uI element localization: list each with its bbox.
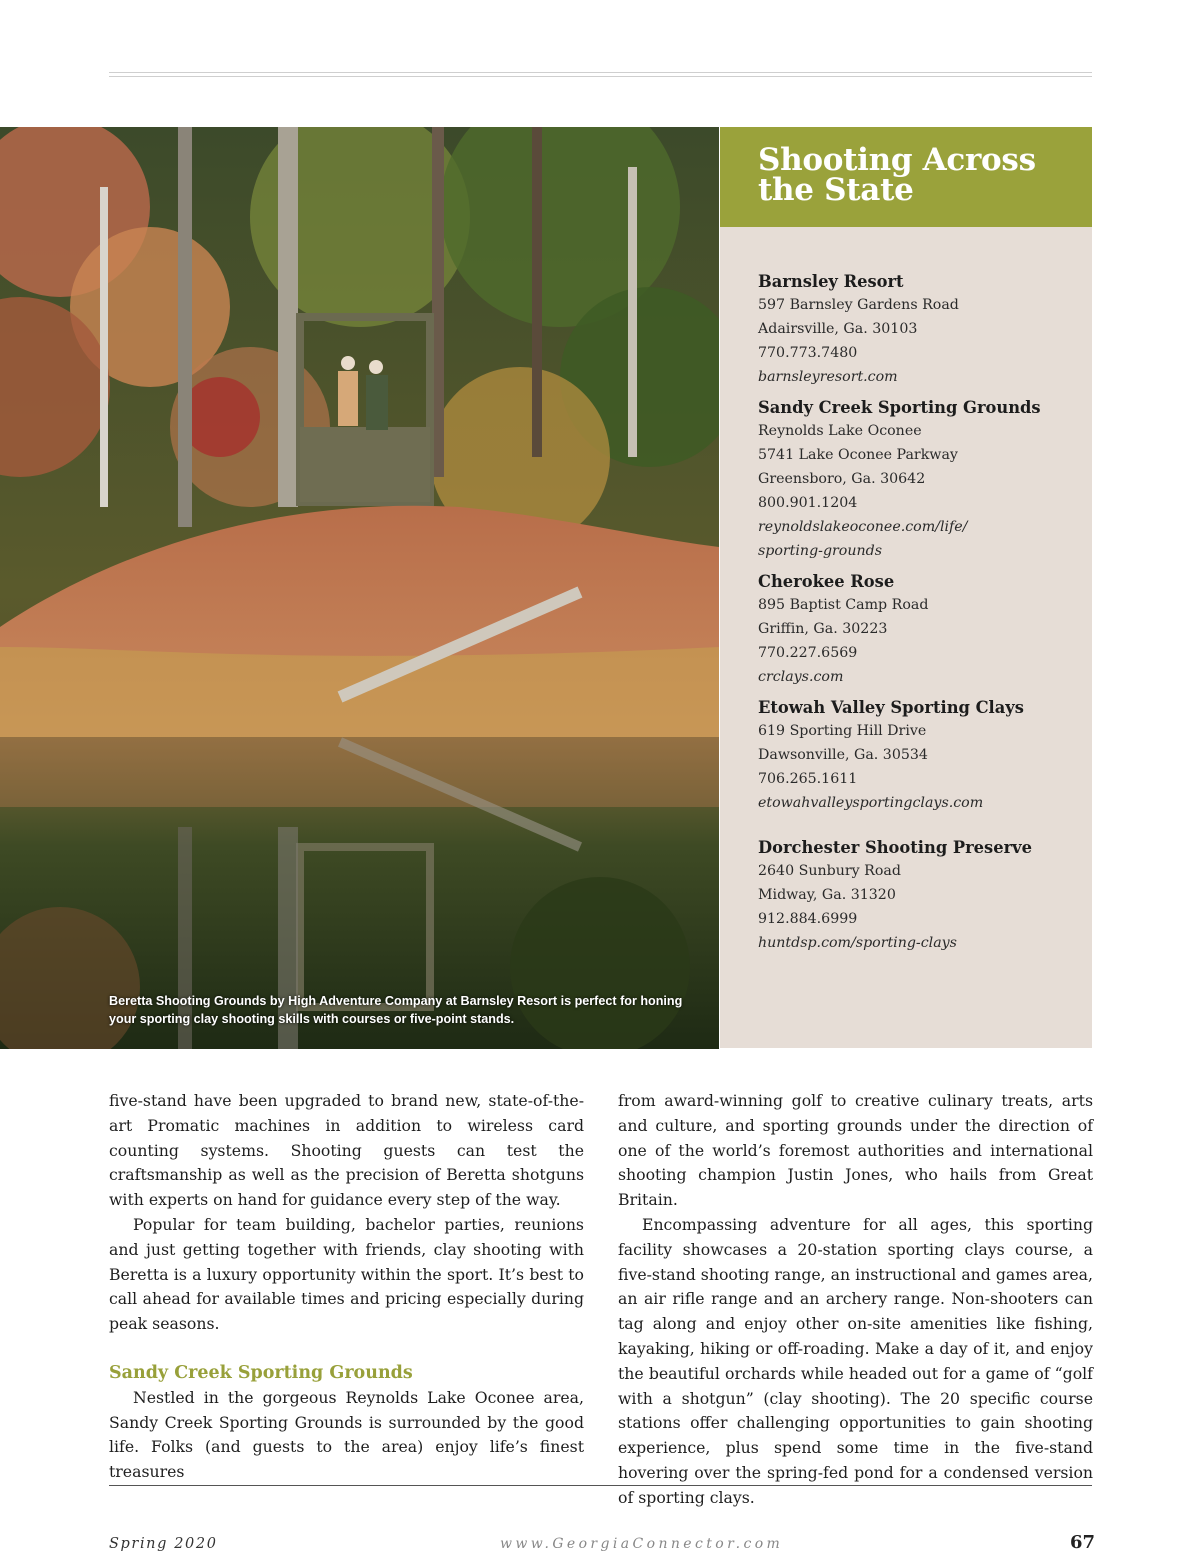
venue-phone: 800.901.1204 xyxy=(758,495,858,511)
venue-city: Midway, Ga. 31320 xyxy=(758,887,896,903)
venue-website-link[interactable]: barnsleyresort.com xyxy=(758,369,898,385)
page-number: 67 xyxy=(1070,1532,1096,1553)
article-column-left xyxy=(109,1089,584,1485)
venue-name: Barnsley Resort xyxy=(758,272,904,291)
venue-name: Dorchester Shooting Preserve xyxy=(758,838,1032,857)
venue-city: Adairsville, Ga. 30103 xyxy=(758,321,918,337)
header-rule xyxy=(109,76,1092,77)
venue-website-link[interactable]: crclays.com xyxy=(758,669,844,685)
venue-address: 619 Sporting Hill Drive xyxy=(758,723,927,739)
venue-entry xyxy=(758,571,1082,689)
issue-label: Spring 2020 xyxy=(109,1536,218,1552)
article-paragraph: from award-winning golf to creative culinary treats, arts and culture, and sporting grounds under the direction of one of the world’s foremost authorities and international shooting champion Justin Jones, who hails from Great Britain. xyxy=(618,1091,1093,1210)
venue-list xyxy=(720,227,1092,1048)
article-column-right xyxy=(618,1089,1093,1511)
venue-address: 5741 Lake Oconee Parkway xyxy=(758,447,958,463)
venue-city: Dawsonville, Ga. 30534 xyxy=(758,747,928,763)
venue-website-link[interactable]: reynoldslakeoconee.com/life/ xyxy=(758,519,968,535)
venue-address: 895 Baptist Camp Road xyxy=(758,597,929,613)
section-heading: Sandy Creek Sporting Grounds xyxy=(109,1362,413,1383)
sidebar-title: Shooting Across the State xyxy=(758,142,1036,208)
venue-location: Reynolds Lake Oconee xyxy=(758,423,922,439)
venue-website-link[interactable]: sporting-grounds xyxy=(758,543,882,559)
venue-address: 597 Barnsley Gardens Road xyxy=(758,297,959,313)
photo-caption: Beretta Shooting Grounds by High Adventure Company at Barnsley Resort is perfect for honing your sporting clay shooting skills with courses or five-point stands. xyxy=(109,994,683,1026)
sidebar-header xyxy=(720,127,1092,227)
venue-city: Greensboro, Ga. 30642 xyxy=(758,471,926,487)
forest-pond-photo xyxy=(0,127,719,1049)
article-paragraph: five-stand have been upgraded to brand new, state-of-the-art Promatic machines in addition to wireless card counting systems. Shooting guests can test the craftsmanship as well as the precision of Beretta shotguns with experts on hand for guidance every step of the way. xyxy=(109,1091,584,1210)
venue-phone: 706.265.1611 xyxy=(758,771,858,787)
venue-website-link[interactable]: huntdsp.com/sporting-clays xyxy=(758,935,957,951)
venue-entry xyxy=(758,397,1082,563)
article-paragraph: Popular for team building, bachelor parties, reunions and just getting together with friends, clay shooting with Beretta is a luxury opportunity within the sport. It’s best to call ahead for available times and pricing especially during peak seasons. xyxy=(109,1214,584,1334)
venue-phone: 912.884.6999 xyxy=(758,911,858,927)
article-paragraph: Nestled in the gorgeous Reynolds Lake Oconee area, Sandy Creek Sporting Grounds is surrounded by the good life. Folks (and guests to the area) enjoy life’s finest treasures xyxy=(109,1387,584,1482)
website-link[interactable]: www.GeorgiaConnector.com xyxy=(500,1536,784,1552)
venue-name: Etowah Valley Sporting Clays xyxy=(758,698,1024,717)
footer-rule xyxy=(109,1485,1092,1486)
venue-name: Sandy Creek Sporting Grounds xyxy=(758,398,1041,417)
venue-phone: 770.227.6569 xyxy=(758,645,858,661)
article-paragraph: Encompassing adventure for all ages, this sporting facility showcases a 20-station sporting clays course, a five-stand shooting range, an instructional and games area, an air rifle range and an archery range. Non-shooters can tag along and enjoy other on-site amenities like fishing, kayaking, hiking or off-roading. Make a day of it, and enjoy the beautiful orchards while headed out for a game of “golf with a shotgun” (clay shooting). The 20 specific course stations offer challenging opportunities to gain shooting experience, plus spend some time in the five-stand hovering over the spring-fed pond for a condensed version of sporting clays. xyxy=(618,1214,1093,1507)
header-rule xyxy=(109,72,1092,73)
venue-address: 2640 Sunbury Road xyxy=(758,863,901,879)
venue-city: Griffin, Ga. 30223 xyxy=(758,621,888,637)
venue-phone: 770.773.7480 xyxy=(758,345,858,361)
venue-entry xyxy=(758,697,1082,815)
venue-website-link[interactable]: etowahvalleysportingclays.com xyxy=(758,795,984,811)
venue-entry xyxy=(758,837,1082,955)
venue-entry xyxy=(758,271,1082,389)
venue-name: Cherokee Rose xyxy=(758,572,895,591)
